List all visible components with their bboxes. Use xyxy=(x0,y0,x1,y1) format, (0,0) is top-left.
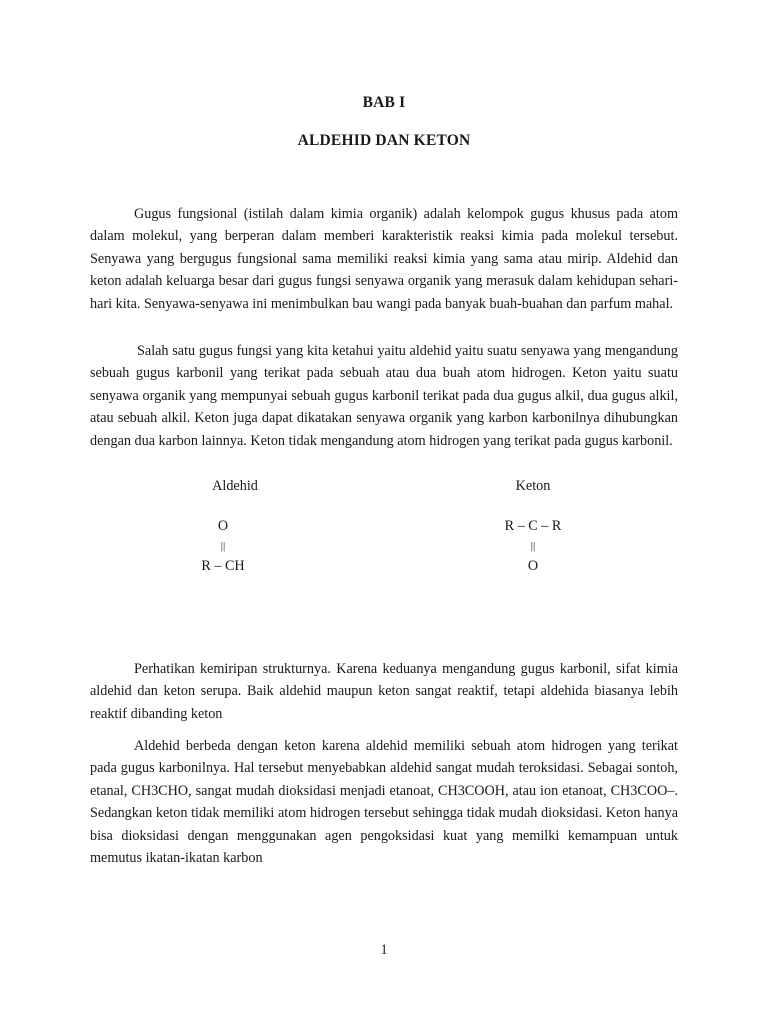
keton-structure xyxy=(458,476,608,586)
keton-double-bond: || xyxy=(530,540,536,552)
aldehid-label: Aldehid xyxy=(212,478,258,494)
keton-chain: R – C – R xyxy=(504,518,562,534)
page-title: ALDEHID DAN KETON xyxy=(297,132,471,149)
paragraph-intro: Gugus fungsional (istilah dalam kimia organik) adalah kelompok gugus khusus pada atom dalam molekul, yang berperan dalam memberi karakteristik reaksi kimia pada molekul tersebut. Senyawa yang bergugus fungsional sama memiliki reaksi kimia yang sama atau mirip. Aldehid dan keton adalah keluarga besar dari gugus fungsi senyawa organik yang merasuk dalam kehidupan sehari- hari kita. Senyawa-senyawa ini menimbulkan bau wangi pada banyak buah-buahan dan parfum mahal. xyxy=(90,206,678,312)
aldehid-oxygen: O xyxy=(217,518,229,534)
chapter-heading: BAB I xyxy=(362,94,406,111)
paragraph-oxidation: Aldehid berbeda dengan keton karena aldehid memiliki sebuah atom hidrogen yang terikat pada gugus karbonilnya. Hal tersebut menyebabkan aldehid sangat mudah teroksidasi. Sebagai sontoh, etanal, CH3CHO, sangat mudah dioksidasi menjadi etanoat, CH3COOH, atau ion etanoat, CH3COO–. Sedangkan keton tidak memiliki atom hidrogen tersebut sehingga tidak mudah dioksidasi. Keton hanya bisa dioksidasi dengan menggunakan agen pengoksidasi kuat yang memilki kemampuan untuk memutus ikatan-ikatan karbon xyxy=(90,738,678,867)
paragraph-definition: Salah satu gugus fungsi yang kita ketahui yaitu aldehid yaitu suatu senyawa yang mengandung sebuah gugus karbonil yang terikat pada sebuah atau dua buah atom hidrogen. Keton yaitu suatu senyawa organik yang mempunyai sebuah gugus karbonil terikat pada dua gugus alkil, dua gugus alkil, atau sebuah alkil. Keton juga dapat dikatakan senyawa organik yang karbon karbonilnya dihubungkan dengan dua karbon lainnya. Keton tidak mengandung atom hidrogen yang terikat pada gugus karbonil. xyxy=(90,343,678,449)
paragraph-similarity: Perhatikan kemiripan strukturnya. Karena keduanya mengandung gugus karbonil, sifat kimia aldehid dan keton serupa. Baik aldehid maupun keton sangat reaktif, tetapi aldehida biasanya lebih reaktif dibanding keton xyxy=(90,661,678,722)
aldehid-structure xyxy=(160,476,310,586)
aldehid-chain: R – CH xyxy=(201,558,245,574)
page-number: 1 xyxy=(380,942,388,958)
keton-label: Keton xyxy=(515,478,551,494)
keton-oxygen: O xyxy=(527,558,539,574)
aldehid-double-bond: || xyxy=(220,540,226,552)
